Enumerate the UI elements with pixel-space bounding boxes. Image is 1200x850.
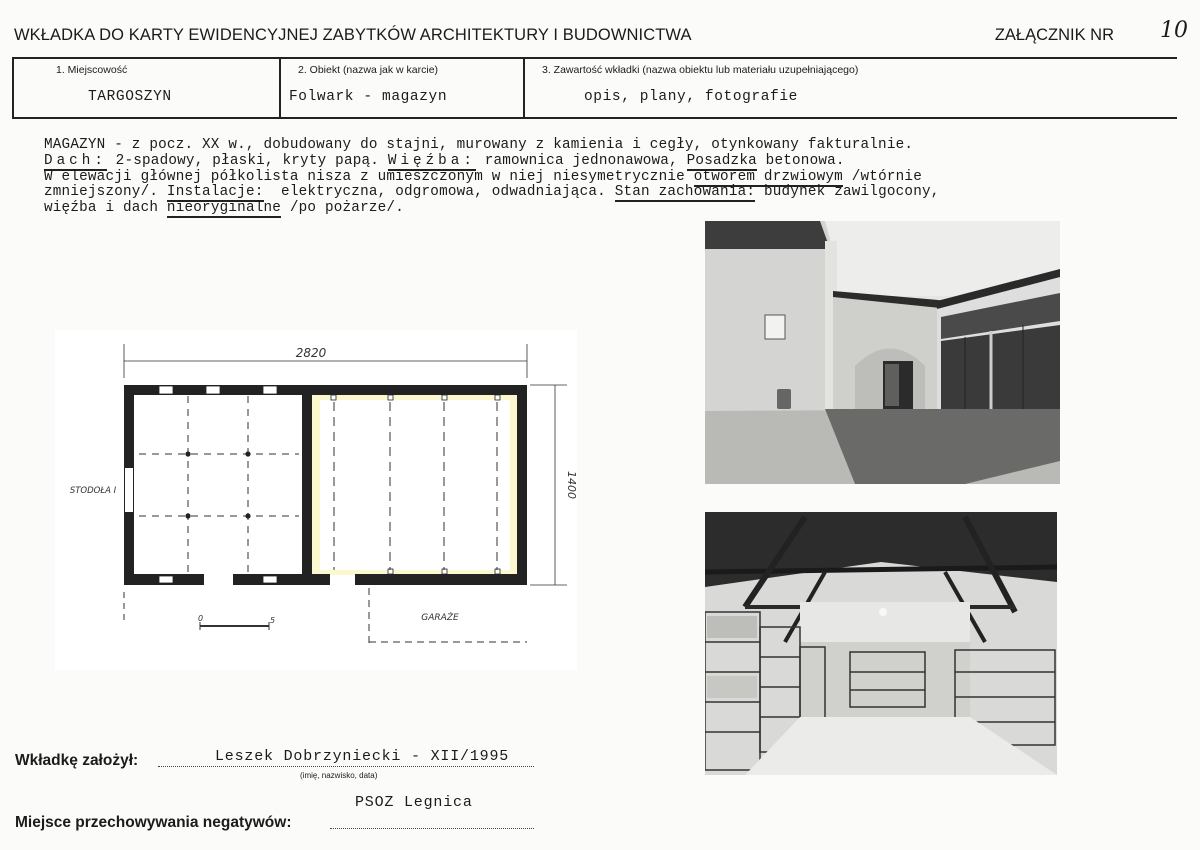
installations-text: elektryczna, odgromowa, odwadniająca. <box>263 184 615 201</box>
form-left-border <box>12 57 14 118</box>
adjacent-barn-label: STODOŁA I <box>69 486 117 496</box>
floor-plan <box>55 330 577 670</box>
contents-value: opis, plany, fotografie <box>584 89 798 105</box>
interior-warehouse-photo <box>705 512 1057 775</box>
truss-text: ramownica jednonawowa, <box>475 152 687 169</box>
installations-heading: Instalacje: <box>166 184 264 201</box>
contents-label: 3. Zawartość wkładki (nazwa obiektu lub materiału uzupełniającego) <box>542 64 859 76</box>
object-description <box>44 138 1154 217</box>
condition-heading: Stan zachowania: <box>614 184 756 201</box>
truss-roof-text: więźba i dach <box>44 200 167 217</box>
floor-plan-drawing <box>55 330 577 670</box>
locality-value: TARGOSZYN <box>88 89 172 105</box>
form-top-rule <box>12 57 1177 59</box>
garages-label: GARAŻE <box>421 613 459 623</box>
door-opening-heading: otworem drzwiowym <box>693 168 843 185</box>
facade-text: W elewacji głównej półkolista nisza z umieszczonym w niej niesymetrycznie <box>44 168 694 185</box>
plan-width-dimension: 2820 <box>295 346 327 360</box>
scale-end: 5 <box>270 616 276 625</box>
form-divider-1 <box>279 57 281 118</box>
description-line-1: MAGAZYN - z pocz. XX w., dobudowany do stajni, murowany z kamienia i cegły, otynkowany fakturalnie. <box>44 137 914 153</box>
scale-start: 0 <box>198 614 204 623</box>
non-original-heading: nieoryginalne <box>166 200 282 217</box>
storage-value: PSOZ Legnica <box>355 794 473 811</box>
page-title: WKŁADKA DO KARTY EWIDENCYJNEJ ZABYTKÓW ARCHITEKTURY I BUDOWNICTWA <box>14 26 692 44</box>
form-divider-2 <box>523 57 525 118</box>
reduced-text: zmniejszony/. <box>44 184 167 201</box>
condition-text: budynek zawilgocony, <box>755 184 940 201</box>
roof-heading: Dach: <box>44 152 107 169</box>
floor-heading: Posadzka <box>686 152 757 169</box>
storage-label: Miejsce przechowywania negatywów: <box>15 814 292 831</box>
annex-label: ZAŁĄCZNIK NR <box>994 26 1114 44</box>
truss-heading: Więźba: <box>387 152 476 169</box>
founder-value: Leszek Dobrzyniecki - XII/1995 <box>215 748 510 765</box>
object-value: Folwark - magazyn <box>289 89 448 105</box>
storage-dotted-line <box>330 826 534 829</box>
object-label: 2. Obiekt (nazwa jak w karcie) <box>298 64 439 76</box>
roof-text: 2-spadowy, płaski, kryty papą. <box>106 152 388 169</box>
exterior-courtyard-photo <box>705 221 1060 484</box>
founder-label: Wkładkę założył: <box>15 752 139 769</box>
locality-label: 1. Miejscowość <box>56 64 128 76</box>
fire-note: /po pożarze/. <box>281 200 404 217</box>
plan-height-dimension: 1400 <box>565 471 577 499</box>
annex-number: 10 <box>1160 18 1188 43</box>
floor-text: betonowa. <box>756 152 845 169</box>
founder-caption: (imię, nazwisko, data) <box>300 771 378 780</box>
form-bottom-rule <box>12 117 1177 119</box>
facade-text-end: /wtórnie <box>842 168 922 185</box>
